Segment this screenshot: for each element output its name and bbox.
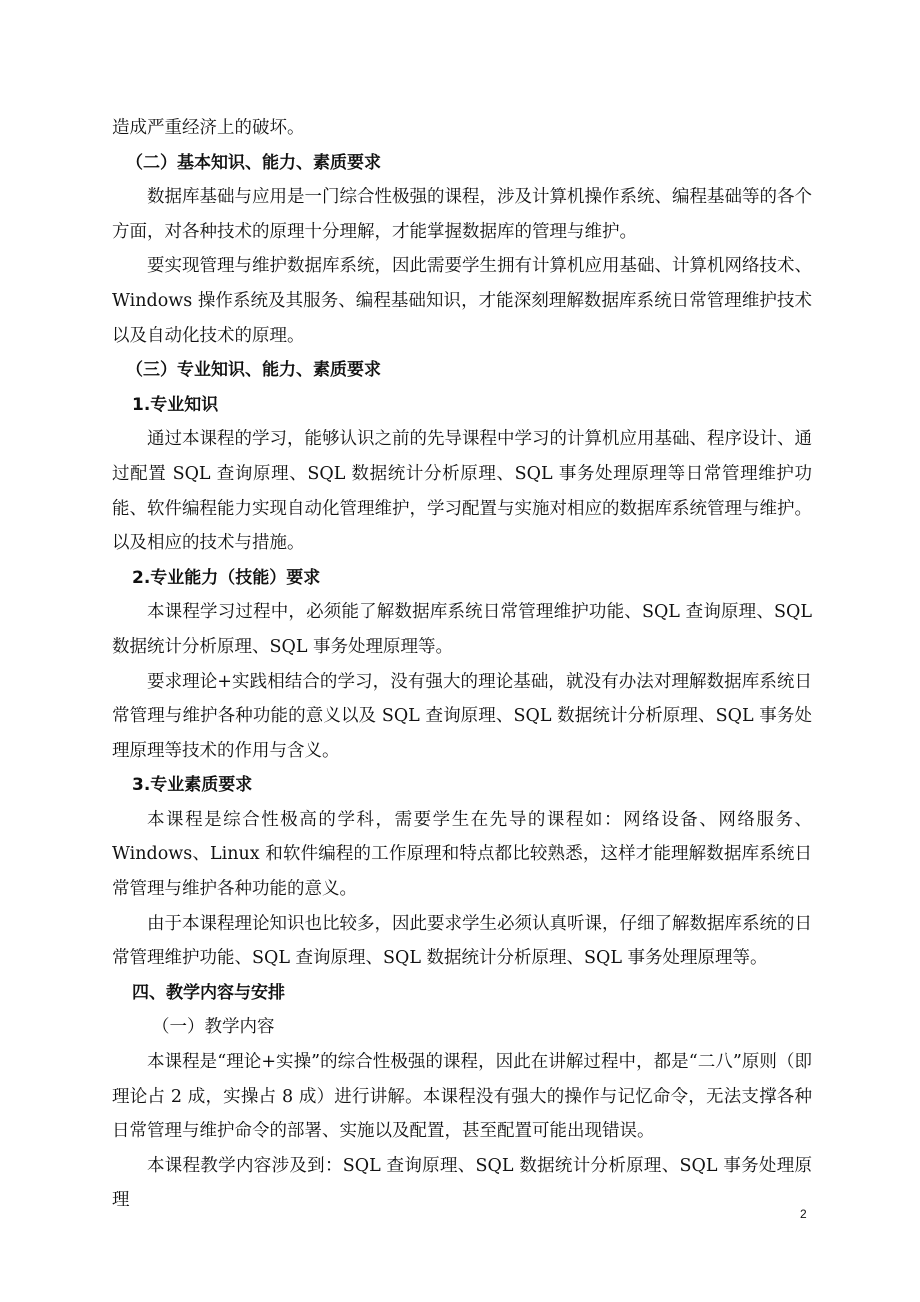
paragraph-basic-2: 要实现管理与维护数据库系统，因此需要学生拥有计算机应用基础、计算机网络技术、Windows 操作系统及其服务、编程基础知识，才能深刻理解数据库系统日常管理维护技术以及自动化技术的原理。 [112,256,812,346]
heading-professional-requirements: （三）专业知识、能力、素质要求 [126,360,381,381]
paragraph-quality-1: 本课程是综合性极高的学科，需要学生在先导的课程如：网络设备、网络服务、Windows、Linux 和软件编程的工作原理和特点都比较熟悉，这样才能理解数据库系统日常管理与维护各种功能的意义。 [112,809,812,900]
paragraph-basic-1: 数据库基础与应用是一门综合性极强的课程，涉及计算机操作系统、编程基础等的各个方面，对各种技术的原理十分理解，才能掌握数据库的管理与维护。 [112,187,812,242]
heading-teaching-content: （一）教学内容 [152,1017,275,1038]
heading-professional-ability: 2.专业能力（技能）要求 [132,567,321,588]
paragraph-ability-2: 要求理论+实践相结合的学习，没有强大的理论基础，就没有办法对理解数据库系统日常管理与维护各种功能的意义以及 SQL 查询原理、SQL 数据统计分析原理、SQL 事务处理原理等技术的作用与含义。 [112,671,812,761]
paragraph-content-1: 本课程是“理论+实操”的综合性极强的课程，因此在讲解过程中，都是“二八”原则（即理论占 2 成，实操占 8 成）进行讲解。本课程没有强大的操作与记忆命令，无法支撑各种日常管理与维护命令的部署、实施以及配置，甚至配置可能出现错误。 [112,1052,812,1142]
page-number: 2 [800,1207,807,1221]
paragraph-ability-1: 本课程学习过程中，必须能了解数据库系统日常管理维护功能、SQL 查询原理、SQL 数据统计分析原理、SQL 事务处理原理等。 [112,602,812,657]
paragraph-intro-tail: 造成严重经济上的破坏。 [112,118,305,138]
heading-teaching-content-arrangement: 四、教学内容与安排 [132,982,285,1003]
heading-professional-quality: 3.专业素质要求 [132,775,253,796]
paragraph-quality-2: 由于本课程理论知识也比较多，因此要求学生必须认真听课，仔细了解数据库系统的日常管理维护功能、SQL 查询原理、SQL 数据统计分析原理、SQL 事务处理原理等。 [112,913,812,969]
paragraph-professional-knowledge: 通过本课程的学习，能够认识之前的先导课程中学习的计算机应用基础、程序设计、通过配置 SQL 查询原理、SQL 数据统计分析原理、SQL 事务处理原理等日常管理维护功能、软件编程能力实现自动化管理维护，学习配置与实施对相应的数据库系统管理与维护。以及相应的技术与措施。 [112,429,812,554]
document-body [112,111,812,1218]
heading-basic-requirements: （二）基本知识、能力、素质要求 [126,152,381,173]
paragraph-content-2: 本课程教学内容涉及到：SQL 查询原理、SQL 数据统计分析原理、SQL 事务处理原理 [112,1155,812,1211]
heading-professional-knowledge: 1.专业知识 [132,394,219,415]
